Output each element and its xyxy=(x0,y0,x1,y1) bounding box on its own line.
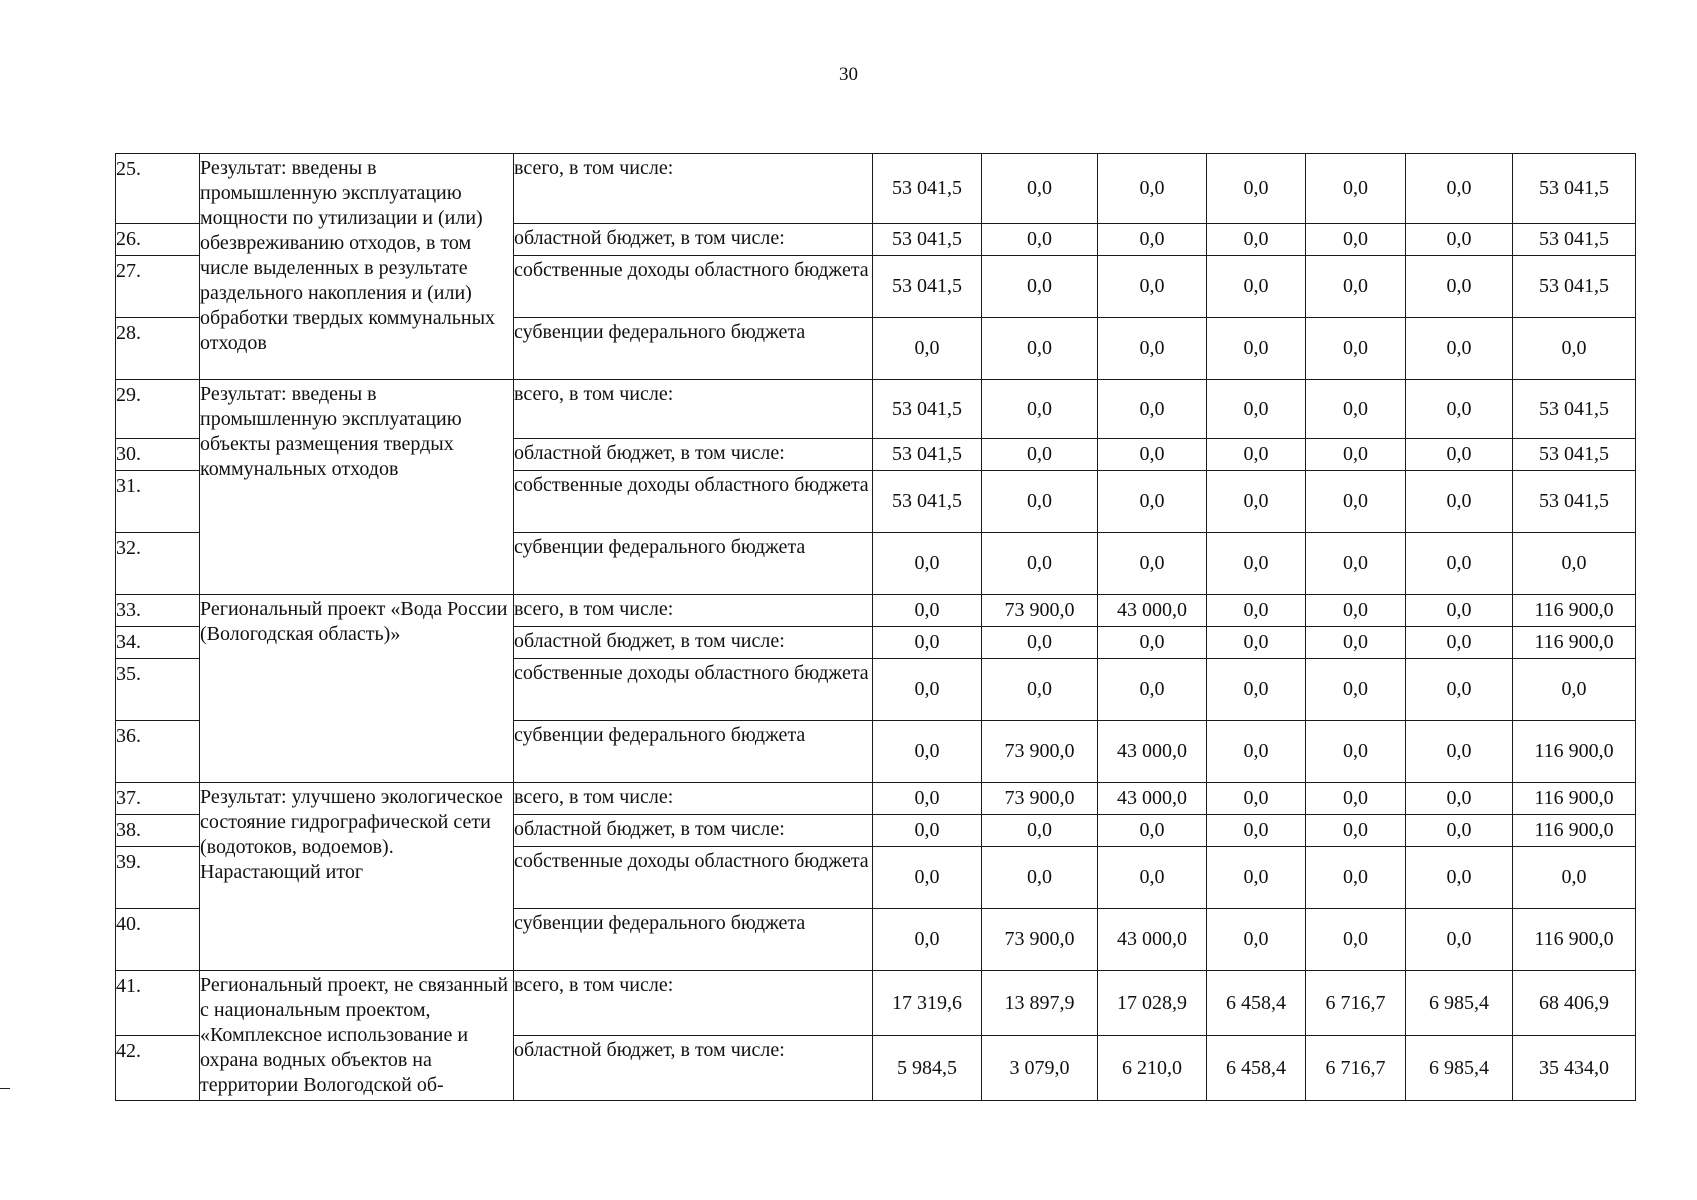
year-value: 0,0 xyxy=(1207,224,1306,256)
year-value: 0,0 xyxy=(1207,439,1306,471)
funding-source: областной бюджет, в том числе: xyxy=(514,439,873,471)
year-value: 0,0 xyxy=(1098,154,1207,224)
year-value: 0,0 xyxy=(873,721,982,783)
year-value: 0,0 xyxy=(1207,533,1306,595)
year-value: 0,0 xyxy=(1306,439,1406,471)
year-value: 53 041,5 xyxy=(873,154,982,224)
year-value: 73 900,0 xyxy=(982,721,1098,783)
year-value: 0,0 xyxy=(873,318,982,380)
year-value: 0,0 xyxy=(1306,659,1406,721)
total-value: 35 434,0 xyxy=(1513,1036,1636,1101)
funding-source: субвенции федерального бюджета xyxy=(514,909,873,971)
year-value: 13 897,9 xyxy=(982,971,1098,1036)
total-value: 68 406,9 xyxy=(1513,971,1636,1036)
year-value: 6 716,7 xyxy=(1306,1036,1406,1101)
year-value: 53 041,5 xyxy=(873,256,982,318)
year-value: 0,0 xyxy=(873,627,982,659)
year-value: 0,0 xyxy=(1306,318,1406,380)
funding-source: всего, в том числе: xyxy=(514,971,873,1036)
row-number: 27. xyxy=(116,256,200,318)
year-value: 0,0 xyxy=(1406,595,1513,627)
funding-source: субвенции федерального бюджета xyxy=(514,533,873,595)
row-number: 30. xyxy=(116,439,200,471)
year-value: 0,0 xyxy=(1207,318,1306,380)
year-value: 0,0 xyxy=(1207,721,1306,783)
row-number: 41. xyxy=(116,971,200,1036)
year-value: 0,0 xyxy=(873,909,982,971)
year-value: 0,0 xyxy=(1406,154,1513,224)
year-value: 0,0 xyxy=(1207,909,1306,971)
year-value: 0,0 xyxy=(1207,595,1306,627)
year-value: 0,0 xyxy=(1098,439,1207,471)
row-number: 40. xyxy=(116,909,200,971)
year-value: 0,0 xyxy=(1306,783,1406,815)
group-title: Региональный проект, не связанный с национальным проектом, «Комплексное использование и охрана водных объектов на территории Вологодской об- xyxy=(200,971,514,1101)
year-value: 0,0 xyxy=(1098,318,1207,380)
funding-source: всего, в том числе: xyxy=(514,595,873,627)
year-value: 53 041,5 xyxy=(873,439,982,471)
funding-source: всего, в том числе: xyxy=(514,154,873,224)
year-value: 0,0 xyxy=(1306,533,1406,595)
year-value: 0,0 xyxy=(1207,471,1306,533)
year-value: 0,0 xyxy=(1098,815,1207,847)
year-value: 0,0 xyxy=(1406,815,1513,847)
year-value: 0,0 xyxy=(1306,595,1406,627)
total-value: 116 900,0 xyxy=(1513,783,1636,815)
year-value: 0,0 xyxy=(1207,627,1306,659)
year-value: 0,0 xyxy=(1306,627,1406,659)
year-value: 0,0 xyxy=(1406,380,1513,439)
year-value: 0,0 xyxy=(1306,847,1406,909)
year-value: 0,0 xyxy=(1207,154,1306,224)
table-row xyxy=(116,380,1636,439)
year-value: 0,0 xyxy=(982,318,1098,380)
row-number: 37. xyxy=(116,783,200,815)
year-value: 0,0 xyxy=(1098,471,1207,533)
budget-table xyxy=(115,153,1636,1101)
year-value: 6 458,4 xyxy=(1207,1036,1306,1101)
total-value: 0,0 xyxy=(1513,318,1636,380)
page-number: 30 xyxy=(839,64,858,85)
year-value: 5 984,5 xyxy=(873,1036,982,1101)
row-number: 42. xyxy=(116,1036,200,1101)
year-value: 43 000,0 xyxy=(1098,721,1207,783)
group-title: Результат: улучшено экологическое состояние гидрографической сети (водотоков, водоемов). Нарастающий итог xyxy=(200,783,514,971)
year-value: 0,0 xyxy=(1098,380,1207,439)
year-value: 0,0 xyxy=(1306,256,1406,318)
year-value: 0,0 xyxy=(1406,783,1513,815)
row-number: 32. xyxy=(116,533,200,595)
year-value: 0,0 xyxy=(1406,318,1513,380)
year-value: 0,0 xyxy=(1207,380,1306,439)
year-value: 0,0 xyxy=(1207,256,1306,318)
year-value: 17 319,6 xyxy=(873,971,982,1036)
year-value: 0,0 xyxy=(982,154,1098,224)
year-value: 0,0 xyxy=(1306,154,1406,224)
year-value: 6 458,4 xyxy=(1207,971,1306,1036)
row-number: 28. xyxy=(116,318,200,380)
year-value: 53 041,5 xyxy=(873,224,982,256)
total-value: 116 900,0 xyxy=(1513,627,1636,659)
year-value: 6 210,0 xyxy=(1098,1036,1207,1101)
total-value: 116 900,0 xyxy=(1513,909,1636,971)
year-value: 0,0 xyxy=(873,815,982,847)
year-value: 0,0 xyxy=(873,659,982,721)
funding-source: всего, в том числе: xyxy=(514,783,873,815)
funding-source: областной бюджет, в том числе: xyxy=(514,815,873,847)
funding-source: областной бюджет, в том числе: xyxy=(514,1036,873,1101)
table-row xyxy=(116,971,1636,1036)
year-value: 0,0 xyxy=(1406,533,1513,595)
year-value: 53 041,5 xyxy=(873,471,982,533)
total-value: 53 041,5 xyxy=(1513,471,1636,533)
year-value: 0,0 xyxy=(982,659,1098,721)
year-value: 0,0 xyxy=(1406,256,1513,318)
year-value: 0,0 xyxy=(1098,533,1207,595)
total-value: 116 900,0 xyxy=(1513,815,1636,847)
funding-source: областной бюджет, в том числе: xyxy=(514,627,873,659)
year-value: 43 000,0 xyxy=(1098,595,1207,627)
total-value: 0,0 xyxy=(1513,847,1636,909)
year-value: 73 900,0 xyxy=(982,595,1098,627)
funding-source: собственные доходы областного бюджета xyxy=(514,847,873,909)
table-row xyxy=(116,154,1636,224)
row-number: 38. xyxy=(116,815,200,847)
year-value: 0,0 xyxy=(1098,627,1207,659)
group-title: Результат: введены в промышленную эксплуатацию объекты размещения твердых коммунальных отходов xyxy=(200,380,514,595)
total-value: 53 041,5 xyxy=(1513,224,1636,256)
year-value: 0,0 xyxy=(1306,721,1406,783)
year-value: 0,0 xyxy=(1207,659,1306,721)
year-value: 0,0 xyxy=(1406,721,1513,783)
funding-source: субвенции федерального бюджета xyxy=(514,721,873,783)
table-row xyxy=(116,595,1636,627)
row-number: 25. xyxy=(116,154,200,224)
table-body xyxy=(116,154,1636,1101)
year-value: 0,0 xyxy=(873,595,982,627)
year-value: 0,0 xyxy=(982,533,1098,595)
table-row xyxy=(116,783,1636,815)
year-value: 0,0 xyxy=(982,439,1098,471)
year-value: 0,0 xyxy=(1406,659,1513,721)
year-value: 43 000,0 xyxy=(1098,909,1207,971)
year-value: 6 716,7 xyxy=(1306,971,1406,1036)
year-value: 6 985,4 xyxy=(1406,1036,1513,1101)
year-value: 0,0 xyxy=(1098,256,1207,318)
year-value: 0,0 xyxy=(1306,815,1406,847)
year-value: 0,0 xyxy=(1306,909,1406,971)
total-value: 53 041,5 xyxy=(1513,380,1636,439)
year-value: 0,0 xyxy=(1098,659,1207,721)
year-value: 3 079,0 xyxy=(982,1036,1098,1101)
year-value: 0,0 xyxy=(982,847,1098,909)
year-value: 73 900,0 xyxy=(982,909,1098,971)
row-number: 33. xyxy=(116,595,200,627)
row-number: 26. xyxy=(116,224,200,256)
funding-source: областной бюджет, в том числе: xyxy=(514,224,873,256)
year-value: 0,0 xyxy=(1406,439,1513,471)
group-title: Результат: введены в промышленную эксплуатацию мощности по утилизации и (или) обезвреживанию отходов, в том числе выделенных в результате раздельного накопления и (или) обработки твердых коммунальных отходов xyxy=(200,154,514,380)
row-number: 29. xyxy=(116,380,200,439)
year-value: 0,0 xyxy=(1406,847,1513,909)
total-value: 53 041,5 xyxy=(1513,439,1636,471)
year-value: 0,0 xyxy=(982,224,1098,256)
row-number: 31. xyxy=(116,471,200,533)
group-title: Региональный проект «Вода России (Вологодская область)» xyxy=(200,595,514,783)
year-value: 0,0 xyxy=(873,847,982,909)
year-value: 0,0 xyxy=(1098,224,1207,256)
year-value: 6 985,4 xyxy=(1406,971,1513,1036)
year-value: 0,0 xyxy=(873,783,982,815)
year-value: 0,0 xyxy=(873,533,982,595)
row-number: 35. xyxy=(116,659,200,721)
year-value: 0,0 xyxy=(1306,471,1406,533)
row-number: 39. xyxy=(116,847,200,909)
total-value: 116 900,0 xyxy=(1513,595,1636,627)
year-value: 0,0 xyxy=(1406,224,1513,256)
year-value: 0,0 xyxy=(982,256,1098,318)
funding-source: собственные доходы областного бюджета xyxy=(514,659,873,721)
year-value: 53 041,5 xyxy=(873,380,982,439)
total-value: 116 900,0 xyxy=(1513,721,1636,783)
funding-source: субвенции федерального бюджета xyxy=(514,318,873,380)
year-value: 0,0 xyxy=(1207,815,1306,847)
year-value: 0,0 xyxy=(1406,471,1513,533)
year-value: 0,0 xyxy=(982,627,1098,659)
funding-source: всего, в том числе: xyxy=(514,380,873,439)
year-value: 0,0 xyxy=(1207,847,1306,909)
year-value: 0,0 xyxy=(1207,783,1306,815)
year-value: 0,0 xyxy=(1406,909,1513,971)
year-value: 73 900,0 xyxy=(982,783,1098,815)
row-number: 36. xyxy=(116,721,200,783)
scan-margin-mark xyxy=(0,1088,10,1089)
year-value: 0,0 xyxy=(1098,847,1207,909)
year-value: 0,0 xyxy=(982,380,1098,439)
funding-source: собственные доходы областного бюджета xyxy=(514,471,873,533)
total-value: 0,0 xyxy=(1513,533,1636,595)
total-value: 53 041,5 xyxy=(1513,154,1636,224)
year-value: 0,0 xyxy=(982,815,1098,847)
year-value: 0,0 xyxy=(982,471,1098,533)
year-value: 0,0 xyxy=(1406,627,1513,659)
year-value: 43 000,0 xyxy=(1098,783,1207,815)
total-value: 53 041,5 xyxy=(1513,256,1636,318)
total-value: 0,0 xyxy=(1513,659,1636,721)
year-value: 17 028,9 xyxy=(1098,971,1207,1036)
funding-source: собственные доходы областного бюджета xyxy=(514,256,873,318)
year-value: 0,0 xyxy=(1306,224,1406,256)
year-value: 0,0 xyxy=(1306,380,1406,439)
row-number: 34. xyxy=(116,627,200,659)
